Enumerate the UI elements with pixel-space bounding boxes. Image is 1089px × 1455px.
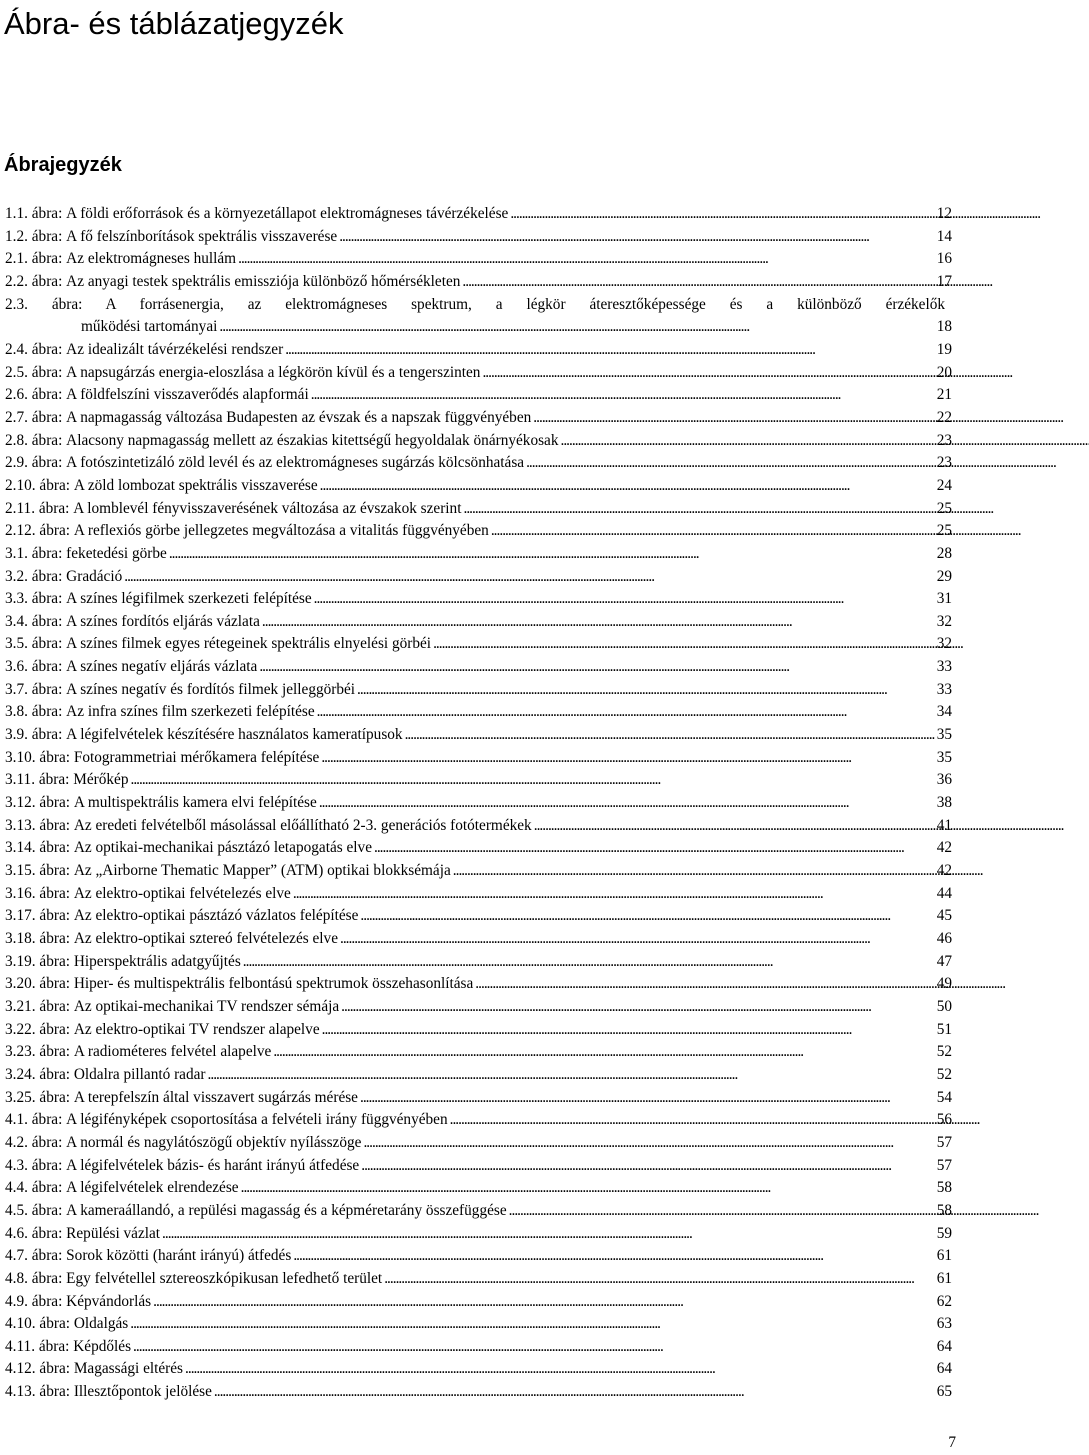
toc-entry[interactable] (5, 475, 952, 498)
entry-page-number: 46 (936, 930, 952, 948)
entry-label: A terepfelszín által visszavert sugárzás mérése (73, 1088, 358, 1106)
entry-number: 3.4. ábra: (5, 612, 63, 630)
entry-label: Az elektro-optikai pásztázó vázlatos felépítése (73, 907, 359, 925)
dot-leader (320, 475, 934, 498)
dot-leader (463, 498, 933, 521)
entry-number: 2.4. ábra: (5, 340, 63, 358)
toc-entry[interactable] (5, 203, 952, 226)
entry-label: A fotószintetizáló zöld levél és az elektromágneses sugárzás kölcsönhatása (66, 454, 525, 472)
entry-number: 4.8. ábra: (5, 1269, 63, 1287)
entry-number: 4.3. ábra: (5, 1156, 63, 1174)
dot-leader (534, 815, 934, 838)
entry-label: Képvándorlás (66, 1292, 152, 1310)
dot-leader (285, 339, 934, 362)
entry-number: 4.4. ábra: (5, 1179, 63, 1197)
dot-leader (340, 928, 934, 951)
dot-leader (314, 588, 934, 611)
entry-number: 2.3. ábra: (5, 295, 83, 313)
entry-label: Képdőlés (73, 1337, 132, 1355)
entry-number: 3.21. ábra: (5, 997, 70, 1015)
dot-leader (341, 996, 934, 1019)
entry-label: A légifelvételek készítésére használatos kameratípusok (66, 726, 403, 744)
entry-label: Repülési vázlat (66, 1224, 161, 1242)
entry-label: A földfelszíni visszaverődés alapformái (66, 386, 309, 404)
entry-page-number: 25 (936, 499, 952, 517)
entry-label: Az elektro-optikai TV rendszer alapelve (73, 1020, 320, 1038)
entry-number: 3.12. ábra: (5, 794, 70, 812)
entry-page-number: 52 (936, 1043, 952, 1061)
entry-label: Sorok közötti (haránt irányú) átfedés (66, 1247, 292, 1265)
entry-page-number: 57 (936, 1156, 952, 1174)
toc-entry[interactable] (5, 362, 952, 385)
toc-entry[interactable] (5, 996, 952, 1019)
entry-label: A légifényképek csoportosítása a felvételi irány függvényében (66, 1111, 448, 1129)
dot-leader (293, 1245, 933, 1268)
toc-entry[interactable] (5, 1177, 952, 1200)
toc-entry[interactable] (5, 498, 952, 521)
entry-number: 3.13. ábra: (5, 816, 70, 834)
entry-page-number: 58 (936, 1179, 952, 1197)
toc-entry[interactable] (5, 452, 952, 475)
entry-page-number: 29 (936, 567, 952, 585)
dot-leader (450, 1109, 934, 1132)
toc-entry[interactable] (5, 1336, 952, 1359)
toc-entry[interactable] (5, 1223, 952, 1246)
entry-number: 2.11. ábra: (5, 499, 70, 517)
dot-leader (153, 1291, 934, 1314)
toc-entry[interactable] (5, 973, 952, 996)
entry-page-number: 33 (936, 680, 952, 698)
dot-leader (238, 248, 934, 271)
entry-number: 3.20. ábra: (5, 975, 70, 993)
toc-entry[interactable] (5, 1109, 952, 1132)
entry-page-number: 52 (936, 1065, 952, 1083)
entry-label: Fotogrammetriai mérőkamera felépítése (73, 748, 320, 766)
entry-number: 4.2. ábra: (5, 1133, 63, 1151)
entry-number: 3.11. ábra: (5, 771, 70, 789)
entry-label: A kameraállandó, a repülési magasság és a képméretarány összefüggése (66, 1201, 507, 1219)
entry-page-number: 54 (936, 1088, 952, 1106)
toc-entry[interactable] (5, 883, 952, 906)
entry-page-number: 64 (936, 1337, 952, 1355)
entry-label: Az optikai-mechanikai TV rendszer sémája (73, 997, 340, 1015)
dot-leader (124, 566, 933, 589)
toc-entry[interactable] (5, 905, 952, 928)
entry-label-continued: működési tartományai (81, 318, 218, 336)
dot-leader (482, 362, 933, 385)
dot-leader (363, 1132, 933, 1155)
entry-page-number: 24 (936, 476, 952, 494)
entry-label: Az anyagi testek spektrális emissziója különböző hőmérsékleten (66, 272, 461, 290)
entry-number: 3.8. ábra: (5, 703, 63, 721)
entry-number: 4.1. ábra: (5, 1111, 63, 1129)
toc-entry[interactable] (5, 294, 952, 339)
entry-page-number: 36 (936, 771, 952, 789)
entry-number: 3.7. ábra: (5, 680, 63, 698)
toc-entry[interactable] (5, 384, 952, 407)
toc-entry[interactable] (5, 248, 952, 271)
entry-label: A színes negatív eljárás vázlata (66, 658, 258, 676)
entry-page-number: 34 (936, 703, 952, 721)
toc-entry[interactable] (5, 1291, 952, 1314)
entry-label: feketedési görbe (66, 544, 167, 562)
dot-leader (241, 1177, 934, 1200)
entry-page-number: 20 (936, 363, 952, 381)
entry-page-number: 19 (936, 340, 952, 358)
entry-label: A lomblevél fényvisszaverésének változása az évszakok szerint (73, 499, 462, 517)
toc-entry[interactable] (5, 724, 952, 747)
toc-entry[interactable] (5, 928, 952, 951)
toc-entry[interactable] (5, 1064, 952, 1087)
entry-label: Az elektro-optikai sztereó felvételezés elve (73, 930, 338, 948)
entry-number: 3.14. ábra: (5, 839, 70, 857)
entry-number: 3.25. ábra: (5, 1088, 70, 1106)
toc-entry[interactable] (5, 430, 952, 453)
toc-entry[interactable] (5, 407, 952, 430)
entry-number: 3.19. ábra: (5, 952, 70, 970)
entry-number: 3.15. ábra: (5, 862, 70, 880)
toc-entry[interactable] (5, 815, 952, 838)
entry-page-number: 58 (936, 1201, 952, 1219)
toc-entry[interactable] (5, 226, 952, 249)
entry-label: Gradáció (66, 567, 123, 585)
dot-leader (475, 973, 933, 996)
entry-label: Az optikai-mechanikai pásztázó letapogatás elve (73, 839, 372, 857)
entry-number: 4.5. ábra: (5, 1201, 63, 1219)
entry-number: 4.11. ábra: (5, 1337, 70, 1355)
entry-number: 3.6. ábra: (5, 658, 63, 676)
dot-leader (317, 701, 934, 724)
toc-entry[interactable] (5, 1132, 952, 1155)
toc-entry[interactable] (5, 1019, 952, 1042)
entry-label: A multispektrális kamera elvi felépítése (73, 794, 317, 812)
toc-entry[interactable] (5, 769, 952, 792)
entry-page-number: 21 (936, 386, 952, 404)
entry-number: 4.6. ábra: (5, 1224, 63, 1242)
dot-leader (208, 1064, 934, 1087)
entry-label: A reflexiós görbe jellegzetes megváltozása a vitalitás függvényében (73, 522, 489, 540)
entry-page-number: 18 (936, 318, 952, 336)
entry-number: 4.7. ábra: (5, 1247, 63, 1265)
entry-label: Hiper- és multispektrális felbontású spektrumok összehasonlítása (73, 975, 474, 993)
entry-label: A radiométeres felvétel alapelve (73, 1043, 272, 1061)
dot-leader (453, 860, 934, 883)
dot-leader (433, 633, 934, 656)
dot-leader (360, 905, 933, 928)
toc-entry[interactable] (5, 1155, 952, 1178)
entry-number: 4.12. ábra: (5, 1360, 70, 1378)
dot-leader (510, 203, 933, 226)
toc-entry[interactable] (5, 271, 952, 294)
toc-entry[interactable] (5, 656, 952, 679)
entry-label: A fő felszínborítások spektrális visszaverése (66, 227, 338, 245)
entry-number: 1.1. ábra: (5, 205, 63, 222)
dot-leader (162, 1223, 934, 1246)
entry-label: A színes filmek egyes rétegeinek spektrális elnyelési görbéi (66, 635, 432, 653)
page-number: 7 (948, 1434, 956, 1451)
entry-number: 3.9. ábra: (5, 726, 63, 744)
dot-leader (360, 1087, 934, 1110)
section-title-figure-list: Ábrajegyzék (4, 154, 122, 176)
dot-leader (319, 792, 934, 815)
entry-label: A színes fordítós eljárás vázlata (66, 612, 260, 630)
toc-entry[interactable] (5, 1087, 952, 1110)
dot-leader (560, 430, 933, 453)
entry-page-number: 61 (936, 1269, 952, 1287)
entry-page-number: 25 (936, 522, 952, 540)
entry-page-number: 42 (936, 862, 952, 880)
entry-label: Oldalgás (73, 1315, 129, 1333)
dot-leader (130, 1313, 933, 1336)
entry-number: 1.2. ábra: (5, 227, 63, 245)
dot-leader (491, 520, 934, 543)
entry-label: Illesztőpontok jelölése (73, 1383, 212, 1401)
dot-leader (374, 837, 934, 860)
entry-label: Az idealizált távérzékelési rendszer (66, 340, 284, 358)
entry-number: 3.10. ábra: (5, 748, 70, 766)
entry-page-number: 17 (936, 272, 952, 290)
toc-entry[interactable] (5, 1245, 952, 1268)
entry-page-number: 56 (936, 1111, 952, 1129)
toc-entry[interactable] (5, 747, 952, 770)
toc-entry[interactable] (5, 611, 952, 634)
dot-leader (509, 1200, 934, 1223)
entry-number: 3.22. ábra: (5, 1020, 70, 1038)
toc-entry[interactable] (5, 701, 952, 724)
entry-number: 2.10. ábra: (5, 476, 70, 494)
entry-page-number: 50 (936, 997, 952, 1015)
entry-label: A színes légifilmek szerkezeti felépítése (66, 590, 312, 608)
entry-number: 2.6. ábra: (5, 386, 63, 404)
entry-number: 4.13. ábra: (5, 1383, 70, 1401)
entry-page-number: 22 (936, 408, 952, 426)
figure-list (5, 203, 952, 1404)
entry-page-number: 64 (936, 1360, 952, 1378)
entry-page-number: 16 (936, 250, 952, 268)
entry-label: A zöld lombozat spektrális visszaverése (73, 476, 318, 494)
dot-leader (322, 1019, 934, 1042)
entry-number: 4.9. ábra: (5, 1292, 63, 1310)
entry-label: Az infra színes film szerkezeti felépítése (66, 703, 315, 721)
entry-page-number: 63 (936, 1315, 952, 1333)
toc-entry[interactable] (5, 566, 952, 589)
entry-label: A napsugárzás energia-eloszlása a légkörön kívül és a tengerszinten (66, 363, 481, 381)
toc-entry[interactable] (5, 1313, 952, 1336)
entry-page-number: 42 (936, 839, 952, 857)
entry-number: 4.10. ábra: (5, 1315, 70, 1333)
entry-number: 3.18. ábra: (5, 930, 70, 948)
toc-entry[interactable] (5, 543, 952, 566)
entry-page-number: 23 (936, 431, 952, 449)
dot-leader (214, 1381, 934, 1404)
entry-label: Mérőkép (73, 771, 129, 789)
entry-label: A forrásenergia, az elektromágneses spektrum, a légkör áteresztőképessége és a különböző érzékelők (105, 295, 946, 313)
entry-number: 3.2. ábra: (5, 567, 63, 585)
entry-page-number: 59 (936, 1224, 952, 1242)
entry-number: 2.12. ábra: (5, 522, 70, 540)
entry-number: 3.24. ábra: (5, 1065, 70, 1083)
toc-entry[interactable] (5, 339, 952, 362)
dot-leader (405, 724, 934, 747)
entry-page-number: 51 (936, 1020, 952, 1038)
entry-page-number: 57 (936, 1133, 952, 1151)
toc-entry[interactable] (5, 588, 952, 611)
dot-leader (273, 1041, 933, 1064)
entry-page-number: 12 (936, 205, 952, 222)
entry-number: 3.17. ábra: (5, 907, 70, 925)
dot-leader (259, 656, 933, 679)
toc-entry[interactable] (5, 951, 952, 974)
document-title: Ábra- és táblázatjegyzék (4, 6, 344, 41)
entry-page-number: 45 (936, 907, 952, 925)
entry-number: 3.23. ábra: (5, 1043, 70, 1061)
dot-leader (262, 611, 934, 634)
entry-page-number: 32 (936, 635, 952, 653)
entry-label: Az „Airborne Thematic Mapper” (ATM) optikai blokksémája (73, 862, 451, 880)
entry-label: A földi erőforrások és a környezetállapot elektromágneses távérzékelése (66, 205, 509, 222)
dot-leader (219, 316, 933, 339)
entry-page-number: 35 (936, 726, 952, 744)
toc-entry[interactable] (5, 860, 952, 883)
dot-leader (526, 452, 934, 475)
entry-label: A napmagasság változása Budapesten az évszak és a napszak függvényében (66, 408, 532, 426)
toc-entry[interactable] (5, 837, 952, 860)
entry-label: Magassági eltérés (73, 1360, 183, 1378)
entry-page-number: 49 (936, 975, 952, 993)
dot-leader (321, 747, 933, 770)
dot-leader (130, 769, 933, 792)
entry-page-number: 62 (936, 1292, 952, 1310)
entry-page-number: 32 (936, 612, 952, 630)
entry-label: A légifelvételek bázis- és haránt irányú átfedése (66, 1156, 360, 1174)
entry-label: Az elektromágneses hullám (66, 250, 237, 268)
entry-label: Egy felvétellel sztereoszkópikusan lefedhető terület (66, 1269, 383, 1287)
toc-entry[interactable] (5, 679, 952, 702)
dot-leader (533, 407, 933, 430)
entry-number: 3.3. ábra: (5, 590, 63, 608)
entry-page-number: 23 (936, 454, 952, 472)
entry-label: A légifelvételek elrendezése (66, 1179, 239, 1197)
entry-page-number: 65 (936, 1383, 952, 1401)
entry-page-number: 31 (936, 590, 952, 608)
dot-leader (185, 1358, 934, 1381)
dot-leader (133, 1336, 934, 1359)
entry-label: Az elektro-optikai felvételezés elve (73, 884, 291, 902)
entry-number: 3.5. ábra: (5, 635, 63, 653)
toc-entry[interactable] (5, 1041, 952, 1064)
entry-page-number: 14 (936, 227, 952, 245)
dot-leader (293, 883, 934, 906)
entry-number: 2.9. ábra: (5, 454, 63, 472)
entry-page-number: 47 (936, 952, 952, 970)
toc-entry[interactable] (5, 1358, 952, 1381)
entry-number: 2.1. ábra: (5, 250, 63, 268)
dot-leader (311, 384, 934, 407)
entry-label: Alacsony napmagasság mellett az északias kitettségű hegyoldalak önárnyékosak (66, 431, 559, 449)
toc-entry[interactable] (5, 1381, 952, 1404)
dot-leader (361, 1155, 933, 1178)
toc-entry[interactable] (5, 1268, 952, 1291)
toc-entry[interactable] (5, 633, 952, 656)
entry-label: A normál és nagylátószögű objektív nyílásszöge (66, 1133, 362, 1151)
dot-leader (339, 226, 934, 249)
entry-number: 2.5. ábra: (5, 363, 63, 381)
dot-leader (243, 951, 934, 974)
entry-number: 3.16. ábra: (5, 884, 70, 902)
entry-page-number: 41 (936, 816, 952, 834)
dot-leader (357, 679, 934, 702)
entry-page-number: 61 (936, 1247, 952, 1265)
entry-number: 2.7. ábra: (5, 408, 63, 426)
dot-leader (384, 1268, 934, 1291)
entry-number: 2.8. ábra: (5, 431, 63, 449)
dot-leader (462, 271, 933, 294)
entry-label: Hiperspektrális adatgyűjtés (73, 952, 241, 970)
entry-page-number: 44 (936, 884, 952, 902)
toc-entry[interactable] (5, 792, 952, 815)
entry-page-number: 35 (936, 748, 952, 766)
dot-leader (169, 543, 934, 566)
toc-entry[interactable] (5, 520, 952, 543)
entry-label: A színes negatív és fordítós filmek jelleggörbéi (66, 680, 356, 698)
entry-page-number: 33 (936, 658, 952, 676)
entry-number: 3.1. ábra: (5, 544, 63, 562)
toc-entry[interactable] (5, 1200, 952, 1223)
entry-page-number: 38 (936, 794, 952, 812)
entry-number: 2.2. ábra: (5, 272, 63, 290)
entry-label: Oldalra pillantó radar (73, 1065, 206, 1083)
entry-page-number: 28 (936, 544, 952, 562)
entry-label: Az eredeti felvételből másolással előállítható 2-3. generációs fotótermékek (73, 816, 532, 834)
